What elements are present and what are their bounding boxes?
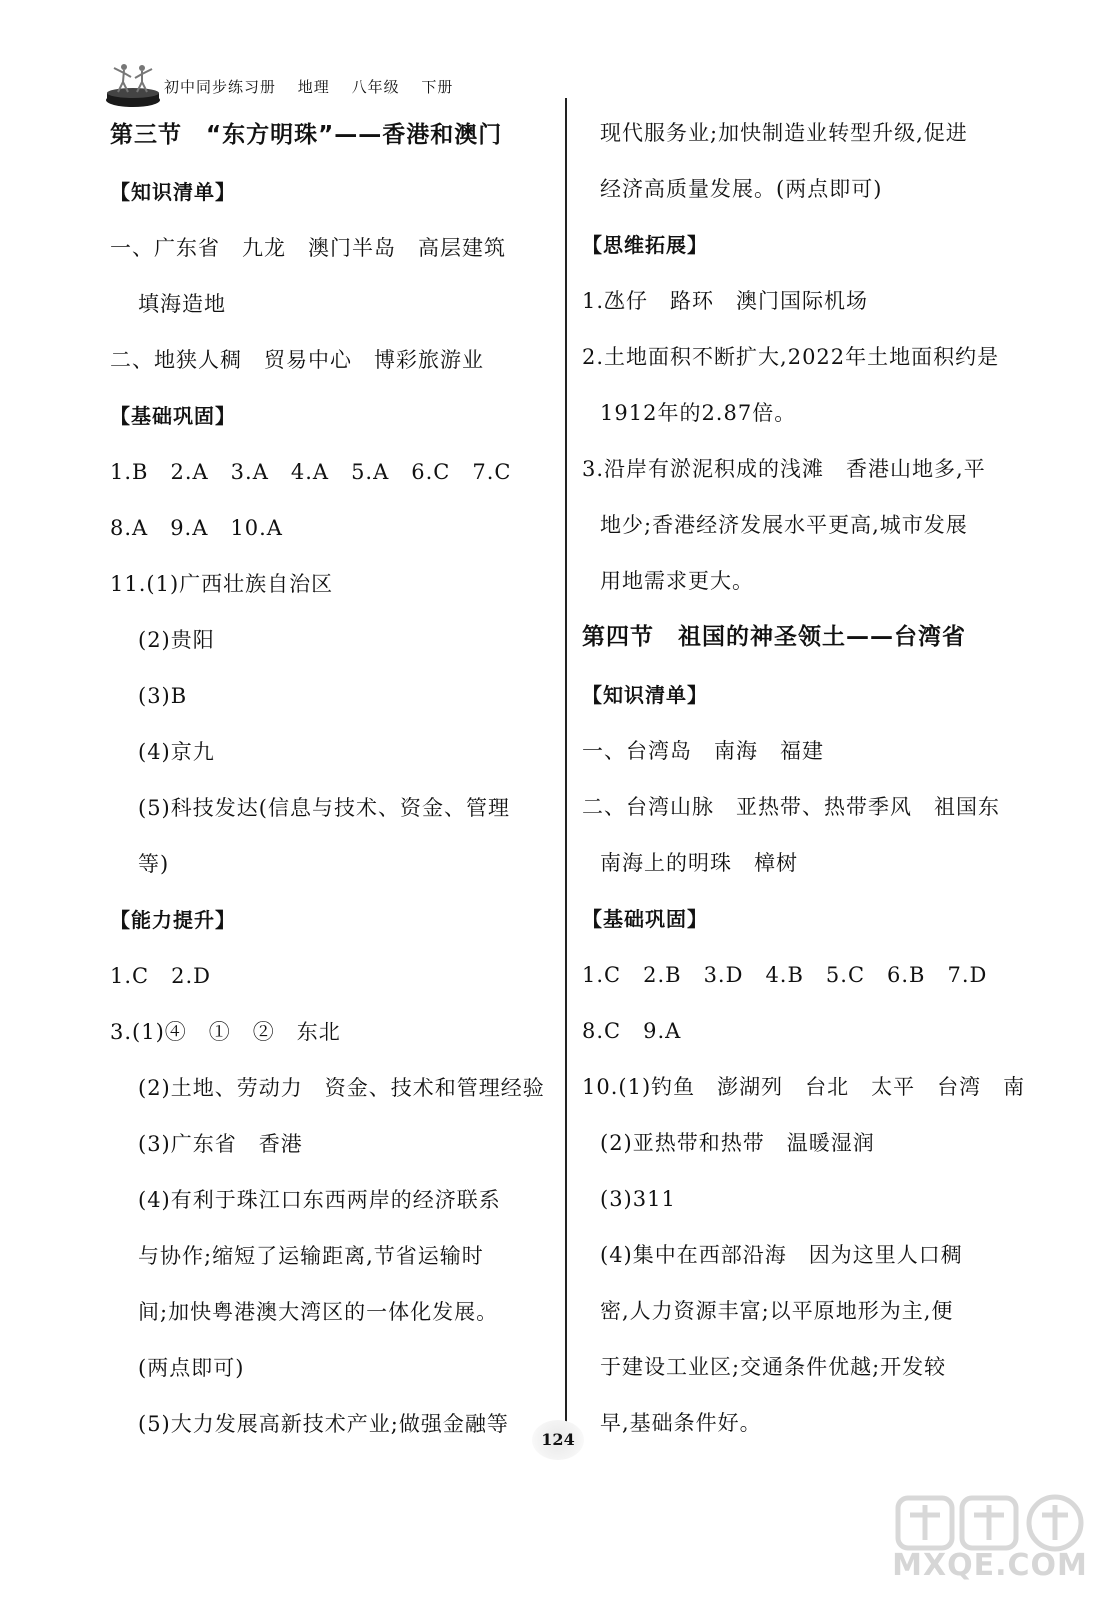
header-text: [164, 76, 469, 97]
answer-line: 填海造地: [138, 292, 226, 316]
answer-line: (3)B: [138, 684, 188, 708]
answer-line: 8.C 9.A: [582, 1019, 682, 1043]
book-logo-icon: [104, 62, 162, 108]
section-heading: 【知识清单】: [582, 683, 708, 707]
answer-line: (2)土地、劳动力 资金、技术和管理经验: [138, 1076, 545, 1100]
answer-line: 间;加快粤港澳大湾区的一体化发展。: [138, 1300, 499, 1324]
answer-line: 1.C 2.B 3.D 4.B 5.C 6.B 7.D: [582, 963, 988, 987]
section-heading: 【能力提升】: [110, 908, 236, 932]
answer-line: (4)集中在西部沿海 因为这里人口稠: [600, 1243, 963, 1267]
answer-line: 等): [138, 852, 170, 876]
section-title: 第三节 “东方明珠”——香港和澳门: [110, 122, 503, 148]
answer-line: (3)311: [600, 1187, 676, 1211]
section-heading: 【基础巩固】: [110, 404, 236, 428]
column-divider: [565, 98, 567, 1450]
answer-line: (3)广东省 香港: [138, 1132, 303, 1156]
page-header: [104, 62, 564, 112]
answer-line: 与协作;缩短了运输距离,节省运输时: [138, 1244, 484, 1268]
answer-line: (4)有利于珠江口东西两岸的经济联系: [138, 1188, 501, 1212]
header-volume: 下册: [421, 78, 454, 96]
answer-line: (2)贵阳: [138, 628, 215, 652]
section-heading: 【思维拓展】: [582, 233, 708, 257]
answer-line: 现代服务业;加快制造业转型升级,促进: [600, 121, 968, 145]
header-subject: 地理: [297, 78, 330, 96]
answer-line: 密,人力资源丰富;以平原地形为主,便: [600, 1299, 954, 1323]
answer-line: 用地需求更大。: [600, 569, 754, 593]
answer-line: 一、台湾岛 南海 福建: [582, 739, 824, 763]
answer-line: 一、广东省 九龙 澳门半岛 高层建筑: [110, 236, 506, 260]
answer-line: 1.B 2.A 3.A 4.A 5.A 6.C 7.C: [110, 460, 512, 484]
answer-line: 8.A 9.A 10.A: [110, 516, 283, 540]
watermark: [890, 1490, 1090, 1595]
answer-line: 于建设工业区;交通条件优越;开发较: [600, 1355, 947, 1379]
page-number: 124: [532, 1420, 584, 1460]
answer-line: 二、地狭人稠 贸易中心 博彩旅游业: [110, 348, 484, 372]
answer-line: 2.土地面积不断扩大,2022年土地面积约是: [582, 345, 1000, 369]
answer-line: 南海上的明珠 樟树: [600, 851, 798, 875]
answer-line: 早,基础条件好。: [600, 1411, 762, 1435]
answer-line: (5)科技发达(信息与技术、资金、管理: [138, 796, 510, 820]
answer-line: (4)京九: [138, 740, 215, 764]
answer-line: 1.氹仔 路环 澳门国际机场: [582, 289, 869, 313]
answer-line: 11.(1)广西壮族自治区: [110, 572, 334, 596]
watermark-text: MXQE.COM: [892, 1548, 1088, 1583]
section-heading: 【基础巩固】: [582, 907, 708, 931]
answer-line: (2)亚热带和热带 温暖湿润: [600, 1131, 875, 1155]
answer-line: (两点即可): [138, 1356, 245, 1380]
answer-line: 1.C 2.D: [110, 964, 211, 988]
answer-line: 1912年的2.87倍。: [600, 401, 797, 425]
section-heading: 【知识清单】: [110, 180, 236, 204]
section-title: 第四节 祖国的神圣领土——台湾省: [582, 624, 966, 650]
header-book: 初中同步练习册: [164, 78, 277, 96]
answer-line: (5)大力发展高新技术产业;做强金融等: [138, 1412, 509, 1436]
answer-line: 经济高质量发展。(两点即可): [600, 177, 883, 201]
answer-line: 地少;香港经济发展水平更高,城市发展: [600, 513, 968, 537]
answer-line: 3.沿岸有淤泥积成的浅滩 香港山地多,平: [582, 457, 986, 481]
answer-line: 3.(1)④ ① ② 东北: [110, 1020, 341, 1044]
answer-line: 10.(1)钓鱼 澎湖列 台北 太平 台湾 南: [582, 1075, 1026, 1099]
header-grade: 八年级: [351, 78, 400, 96]
answer-line: 二、台湾山脉 亚热带、热带季风 祖国东: [582, 795, 1000, 819]
